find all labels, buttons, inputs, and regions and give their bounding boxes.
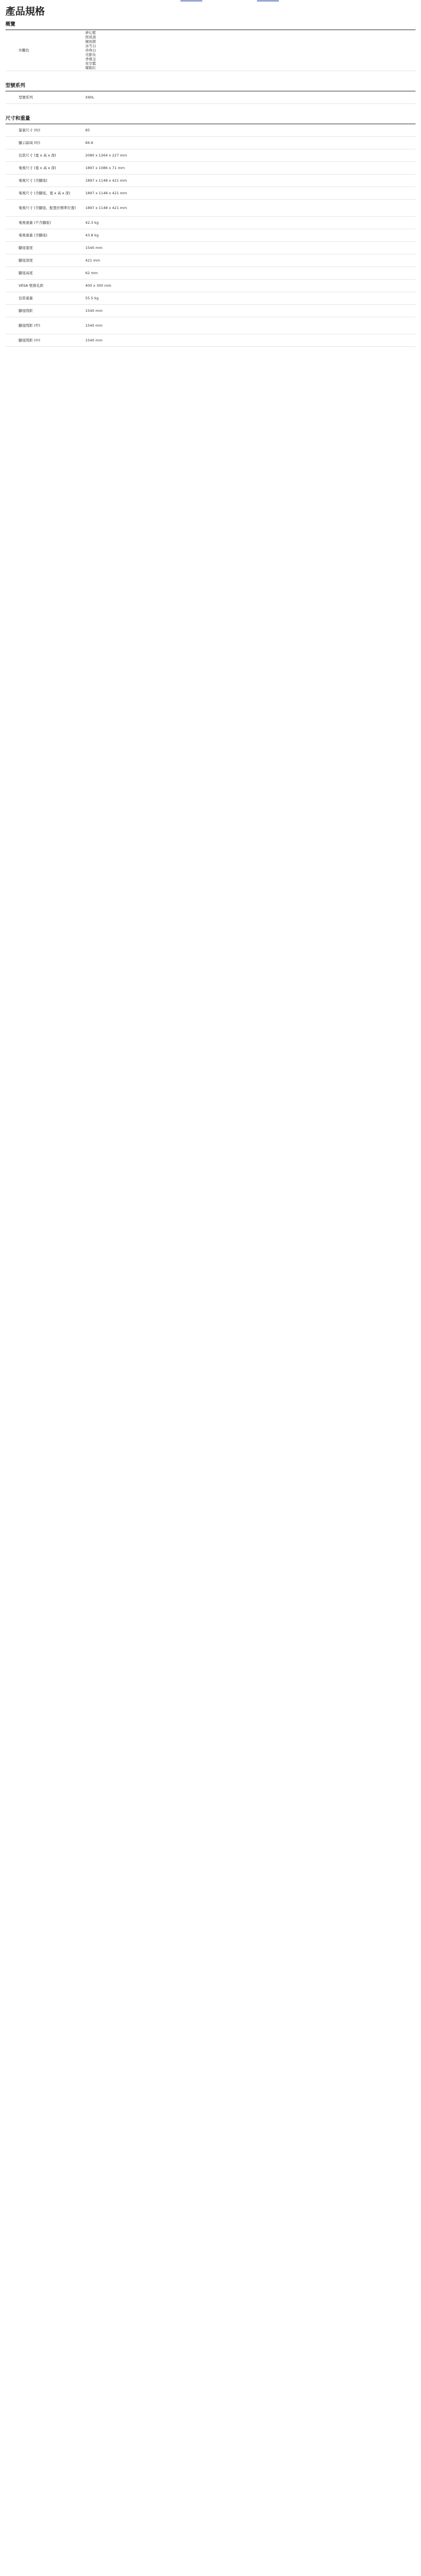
spec-value: 1897 x 1086 x 71 mm [85, 166, 125, 170]
spec-value: 400 x 300 mm [85, 283, 112, 288]
spec-section-dimensions [5, 114, 416, 357]
spec-row [5, 149, 416, 162]
spec-key: 電視重量 (含腳座) [19, 233, 48, 237]
spec-key: 腳座間距 [19, 309, 33, 313]
top-link[interactable] [180, 0, 202, 2]
spec-value: 1540 mm [85, 323, 103, 328]
spec-row [5, 242, 416, 254]
spec-row [5, 162, 416, 175]
spec-value: 1897 x 1148 x 421 mm [85, 178, 127, 183]
spec-key: 電視尺寸 (寬 x 高 x 深) [19, 166, 56, 170]
spec-key: 顯示區域 (吋) [19, 141, 40, 145]
spec-value: 1540 mm [85, 246, 103, 250]
spec-page [5, 4, 416, 357]
top-link-bar [0, 0, 421, 4]
spec-row [5, 137, 416, 149]
spec-key: 包裝重量 [19, 296, 33, 300]
spec-row [5, 30, 416, 71]
spec-row [5, 91, 416, 104]
spec-section-overview [5, 20, 416, 81]
spec-value: 84.6 [85, 141, 93, 145]
spec-value: 421 mm [85, 258, 101, 263]
spec-key: VESA 壁掛孔距 [19, 283, 44, 288]
section-title: 概覽 [5, 20, 416, 30]
spec-row [5, 305, 416, 317]
spec-row [5, 334, 416, 347]
spec-value: 55.5 kg [85, 296, 99, 300]
spec-value: 2080 x 1264 x 227 mm [85, 153, 127, 158]
page-title: 產品規格 [5, 6, 45, 18]
spec-key: 腳座高度 [19, 271, 33, 275]
spec-key: 螢幕尺寸 (吋) [19, 128, 40, 132]
spec-value: X90L [85, 95, 95, 100]
section-title: 型號系列 [5, 81, 416, 91]
spec-value: 43.8 kg [85, 233, 99, 237]
spec-value: 42.3 kg [85, 221, 99, 225]
spec-value: 1897 x 1148 x 421 mm [85, 206, 127, 210]
spec-key: 腳座深度 [19, 258, 33, 263]
section-title: 尺寸和重量 [5, 114, 416, 124]
section-gap [5, 104, 416, 114]
spec-value: 1897 x 1148 x 421 mm [85, 191, 127, 195]
spec-key: 電視重量 (不含腳座) [19, 221, 51, 225]
spec-section-model [5, 81, 416, 114]
spec-key: 電視尺寸 (含腳座，配置於標準位置) [19, 206, 76, 210]
spec-key: 型號系列 [19, 95, 33, 100]
spec-sections [5, 20, 416, 357]
spec-key: 電視尺寸 (含腳座，寬 x 高 x 深) [19, 191, 71, 195]
spec-key: 腳座間距 (中) [19, 338, 40, 343]
spec-value: 85 [85, 128, 90, 132]
top-link[interactable] [257, 0, 279, 2]
spec-key: 包裝尺寸 (寬 x 高 x 深) [19, 153, 56, 158]
spec-row [5, 124, 416, 137]
section-gap [5, 71, 416, 81]
spec-row [5, 292, 416, 305]
section-gap [5, 347, 416, 357]
spec-value: 1540 mm [85, 309, 103, 313]
spec-key: 電視尺寸 (含腳座) [19, 178, 48, 183]
spec-row [5, 280, 416, 292]
spec-value: 62 mm [85, 271, 98, 275]
spec-value: 夢幻紫 經典黑 鏡面銀 冰雪白 珍珠白 亮銀灰 香檳金 星空藍 耀眼紅 [85, 31, 96, 70]
spec-row [5, 317, 416, 334]
spec-row [5, 187, 416, 200]
spec-row [5, 254, 416, 267]
spec-row [5, 229, 416, 242]
spec-value: 1540 mm [85, 338, 103, 343]
spec-row [5, 217, 416, 229]
spec-key: 腳座寬度 [19, 246, 33, 250]
spec-row [5, 175, 416, 187]
spec-row [5, 267, 416, 280]
spec-key: 腳座間距 (窄) [19, 323, 40, 328]
spec-key: 外觀色 [19, 48, 30, 53]
spec-row [5, 200, 416, 217]
